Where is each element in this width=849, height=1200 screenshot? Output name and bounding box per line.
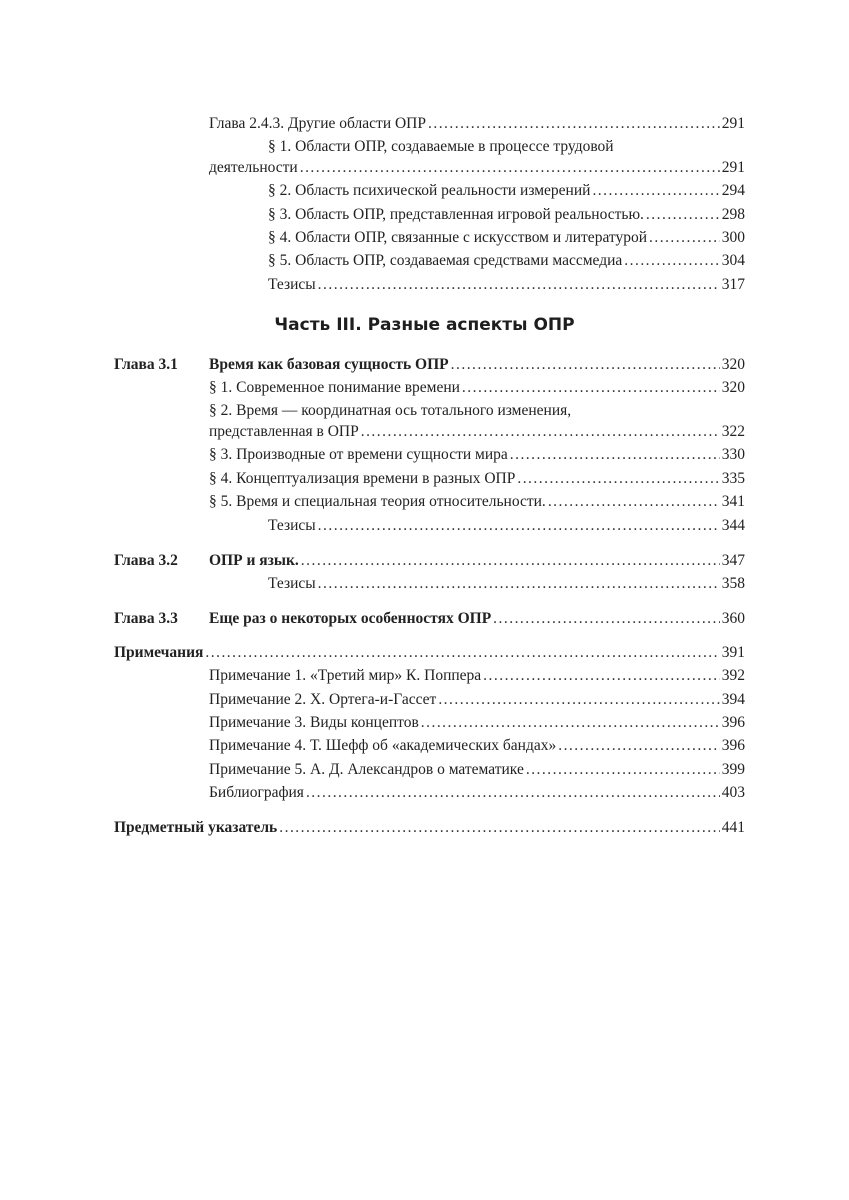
chapter-title: Время как базовая сущность ОПР <box>209 356 449 373</box>
leader-dots <box>421 712 720 734</box>
toc-entry <box>209 712 745 734</box>
page-number: 392 <box>721 667 745 684</box>
page-number: 360 <box>721 610 745 627</box>
page-number: 394 <box>721 691 745 708</box>
toc-entry <box>209 157 745 179</box>
entry-title: § 4. Области ОПР, связанные с искусством и литературой <box>268 229 648 246</box>
toc-entry <box>268 515 745 537</box>
toc-entry <box>114 642 745 664</box>
toc-entry <box>209 689 745 711</box>
leader-dots <box>624 250 719 272</box>
entry-title-line1: § 2. Время — координатная ось тотального изменения, <box>209 402 572 419</box>
entry-title: Библиография <box>209 784 304 801</box>
leader-dots <box>451 354 720 376</box>
part-title: Часть III. Разные аспекты ОПР <box>274 315 575 335</box>
chapter-label: Глава 3.3 <box>114 610 178 627</box>
entry-title: Тезисы <box>268 276 316 293</box>
toc-entry <box>209 377 745 399</box>
toc-entry <box>268 250 745 272</box>
toc-entry <box>209 113 745 135</box>
page-number: 304 <box>721 252 745 269</box>
page-number: 344 <box>721 517 745 534</box>
page-number: 341 <box>721 493 745 510</box>
entry-title: § 3. Производные от времени сущности мира <box>209 446 508 463</box>
page-number: 291 <box>721 159 745 176</box>
page-number: 358 <box>721 575 745 592</box>
page-number: 320 <box>721 379 745 396</box>
entry-title: § 2. Область психической реальности измерений <box>268 182 591 199</box>
page-number: 403 <box>721 784 745 801</box>
entry-title: Примечание 3. Виды концептов <box>209 714 419 731</box>
entry-title: § 3. Область ОПР, представленная игровой реальностью. <box>268 206 644 223</box>
entry-title: Глава 2.4.3. Другие области ОПР <box>209 115 426 132</box>
page-number: 294 <box>721 182 745 199</box>
page-number: 441 <box>721 819 745 836</box>
page-number: 391 <box>721 644 745 661</box>
leader-dots <box>318 274 720 296</box>
entry-title: Примечание 2. Х. Ортега-и-Гассет <box>209 691 437 708</box>
leader-dots <box>301 550 720 572</box>
toc-entry <box>209 665 745 687</box>
toc-entry <box>209 782 745 804</box>
chapter-title: ОПР и язык. <box>209 552 299 569</box>
toc-entry <box>209 735 745 757</box>
leader-dots <box>428 113 720 135</box>
page-number: 320 <box>721 356 745 373</box>
leader-dots <box>279 817 720 839</box>
entry-title: представленная в ОПР <box>209 423 359 440</box>
page-number: 399 <box>721 761 745 778</box>
leader-dots <box>592 180 719 202</box>
page-number: 298 <box>721 206 745 223</box>
page-number: 347 <box>721 552 745 569</box>
page-number: 396 <box>721 737 745 754</box>
page-number: 322 <box>721 423 745 440</box>
leader-dots <box>205 642 719 664</box>
entry-title: деятельности <box>209 159 298 176</box>
entry-title: § 1. Современное понимание времени <box>209 379 460 396</box>
leader-dots <box>300 157 720 179</box>
section-title: Примечания <box>114 644 204 661</box>
toc-entry <box>268 274 745 296</box>
leader-dots <box>517 468 719 490</box>
leader-dots <box>318 515 720 537</box>
chapter-label: Глава 3.1 <box>114 356 178 373</box>
leader-dots <box>306 782 720 804</box>
leader-dots <box>438 689 719 711</box>
leader-dots <box>649 227 720 249</box>
page-number: 335 <box>721 470 745 487</box>
toc-entry <box>209 608 745 630</box>
toc-entry <box>209 491 745 513</box>
leader-dots <box>462 377 720 399</box>
leader-dots <box>493 608 720 630</box>
page-number: 317 <box>721 276 745 293</box>
entry-title: § 5. Область ОПР, создаваемая средствами массмедиа <box>268 252 623 269</box>
leader-dots <box>646 204 720 226</box>
toc-entry <box>209 468 745 490</box>
entry-title: § 5. Время и специальная теория относительности. <box>209 493 546 510</box>
leader-dots <box>361 421 720 443</box>
leader-dots <box>483 665 720 687</box>
page-number: 330 <box>721 446 745 463</box>
leader-dots <box>510 444 720 466</box>
section-title: Предметный указатель <box>114 819 278 836</box>
entry-title: § 4. Концептуализация времени в разных ОПР <box>209 470 516 487</box>
toc-entry <box>114 817 745 839</box>
leader-dots <box>548 491 720 513</box>
toc-entry <box>209 421 745 443</box>
leader-dots <box>526 759 720 781</box>
toc-entry <box>209 444 745 466</box>
leader-dots <box>318 573 720 595</box>
leader-dots <box>558 735 720 757</box>
entry-title: Тезисы <box>268 575 316 592</box>
toc-entry <box>209 759 745 781</box>
toc-entry <box>268 227 745 249</box>
page-number: 300 <box>721 229 745 246</box>
entry-title: Тезисы <box>268 517 316 534</box>
toc-entry <box>268 180 745 202</box>
chapter-title: Еще раз о некоторых особенностях ОПР <box>209 610 492 627</box>
entry-title-line1: § 1. Области ОПР, создаваемые в процессе трудовой <box>268 138 614 155</box>
toc-entry <box>209 354 745 376</box>
toc-entry <box>268 204 745 226</box>
entry-title: Примечание 4. Т. Шефф об «академических бандах» <box>209 737 557 754</box>
entry-title: Примечание 1. «Третий мир» К. Поппера <box>209 667 482 684</box>
entry-title: Примечание 5. А. Д. Александров о математике <box>209 761 524 778</box>
toc-entry <box>209 550 745 572</box>
toc-entry <box>268 573 745 595</box>
chapter-label: Глава 3.2 <box>114 552 178 569</box>
page-number: 396 <box>721 714 745 731</box>
page-number: 291 <box>721 115 745 132</box>
